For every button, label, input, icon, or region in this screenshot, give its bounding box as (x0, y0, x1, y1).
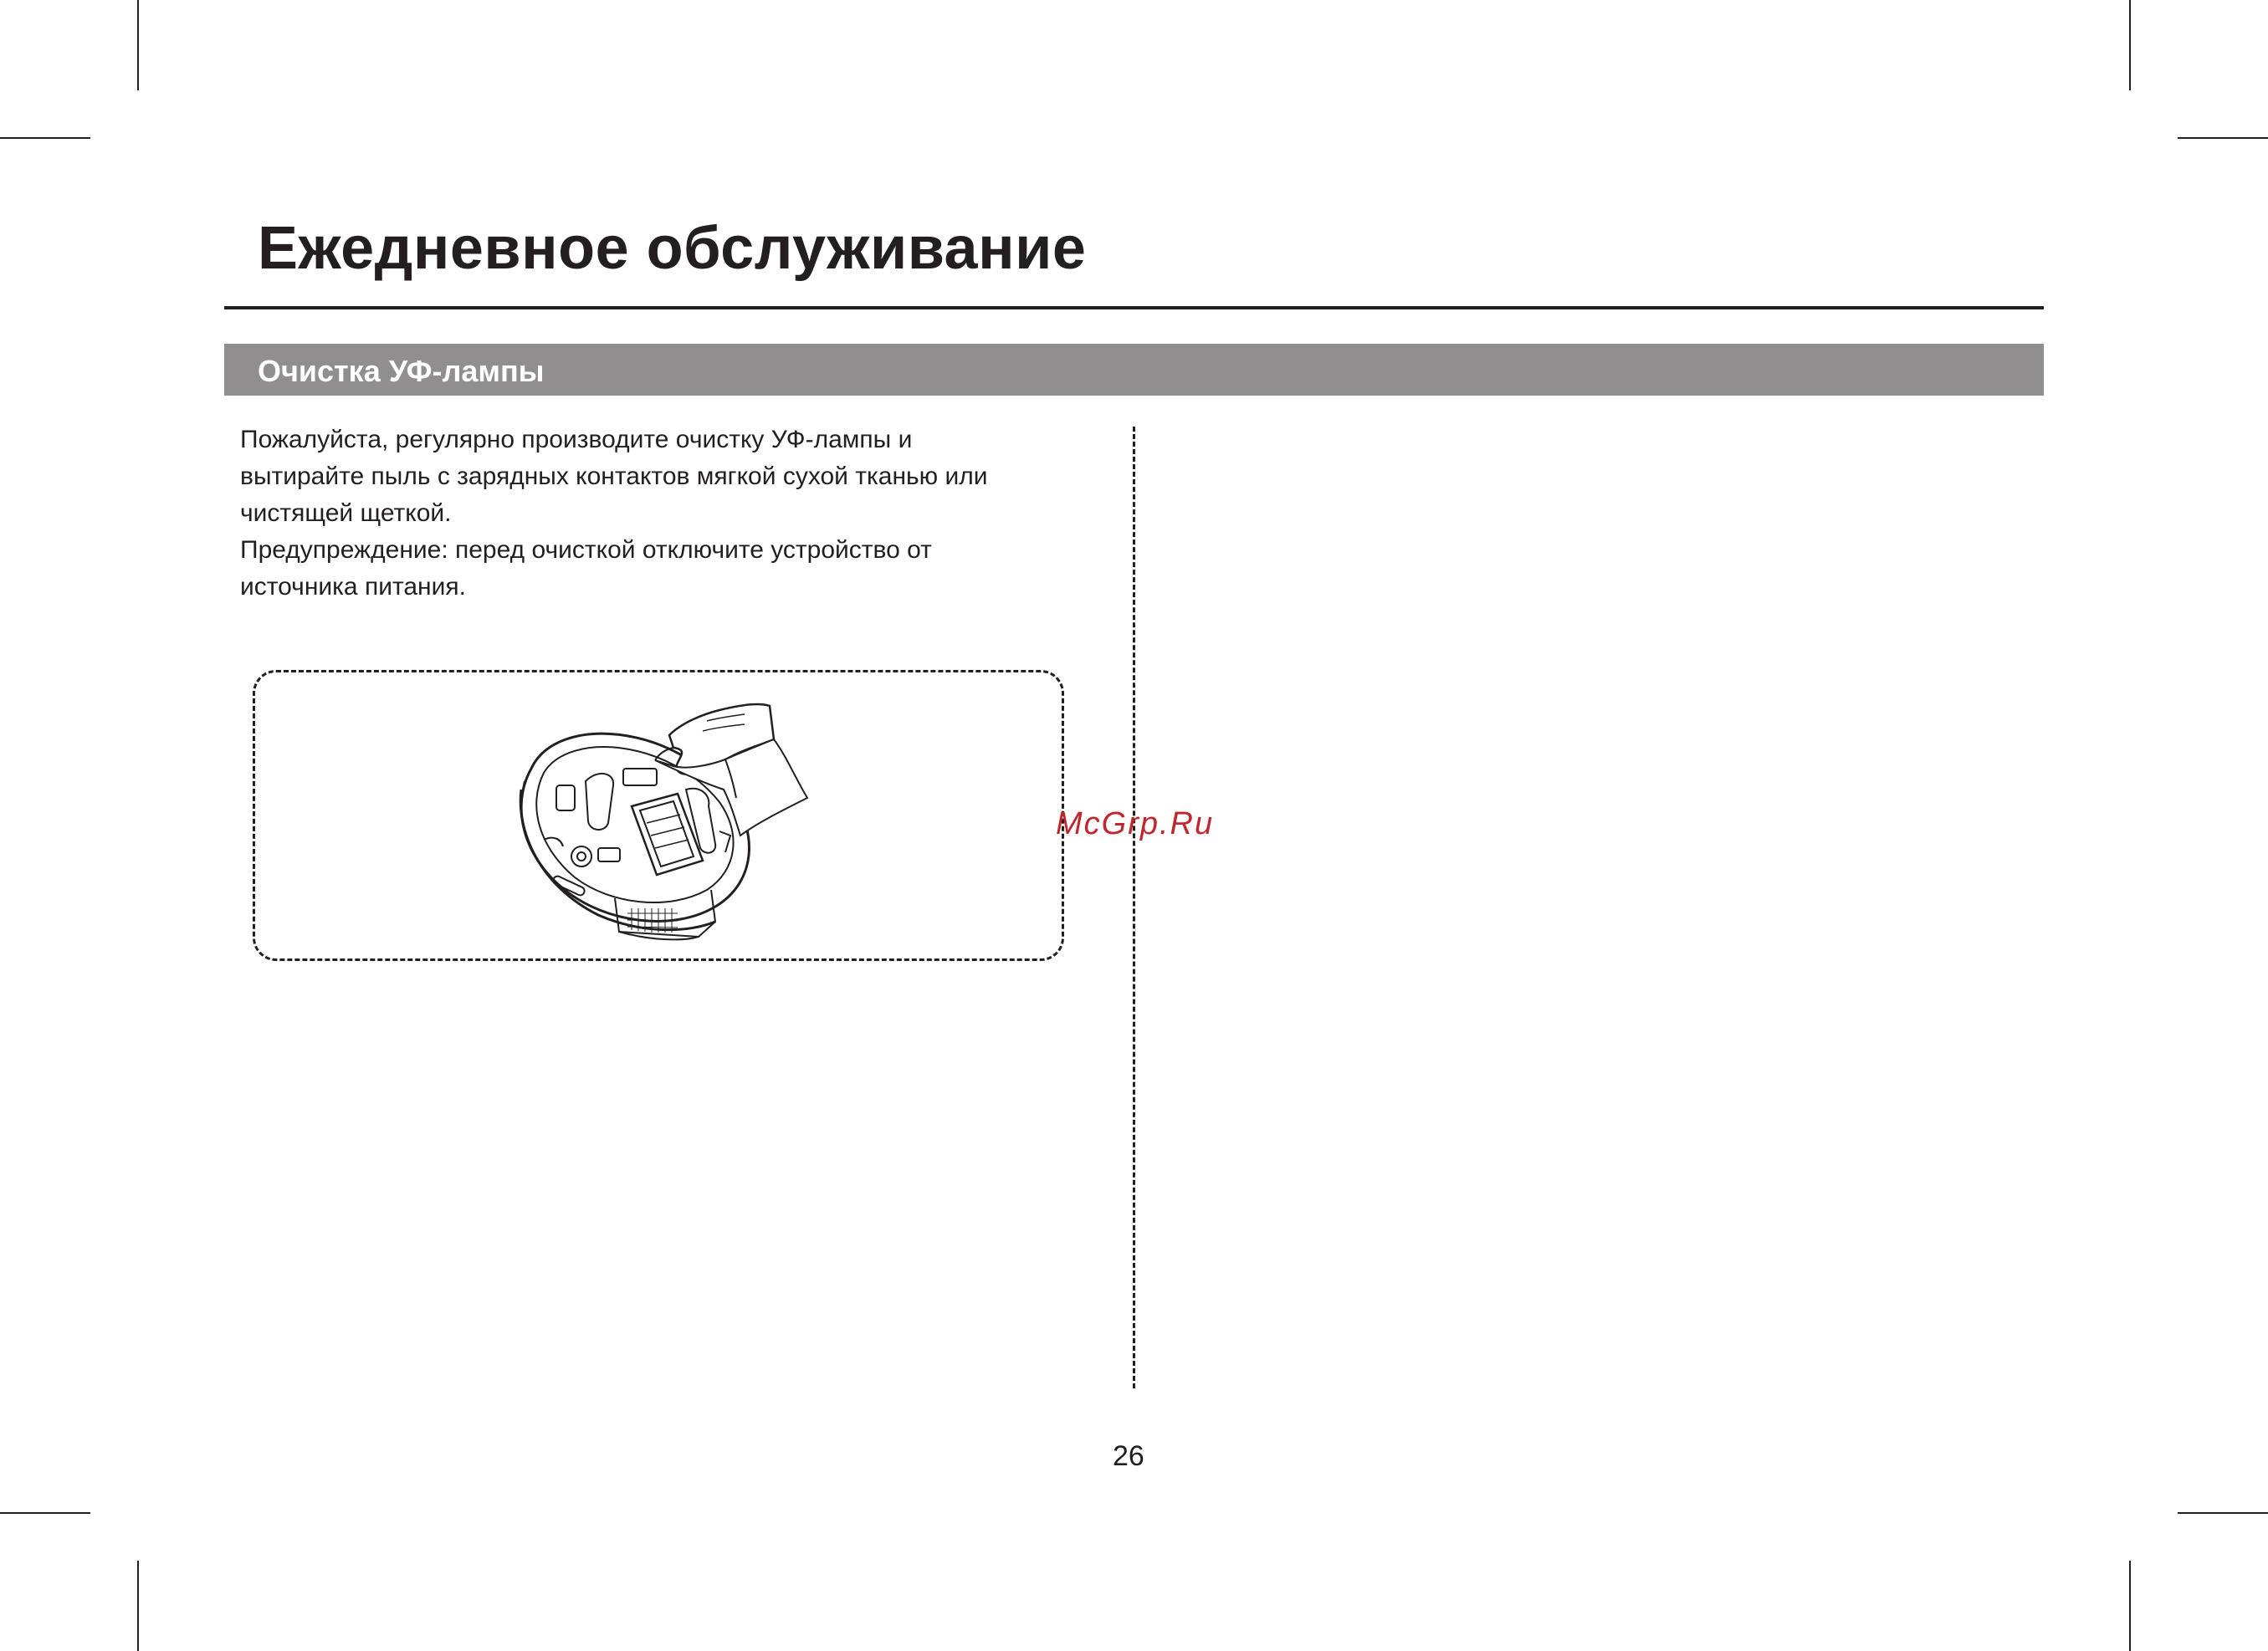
body-line: чистящей щеткой. (240, 499, 452, 527)
crop-mark (137, 1561, 139, 1651)
crop-mark (2178, 1512, 2268, 1514)
page-title: Ежедневное обслуживание (258, 215, 1087, 282)
figure-frame (253, 670, 1064, 961)
page-number: 26 (1113, 1440, 1144, 1472)
title-rule (224, 306, 2044, 309)
robot-vacuum-cleaning-icon (506, 689, 824, 948)
column-divider (1133, 427, 1135, 1388)
section-header-bar (224, 344, 2044, 396)
crop-mark (2178, 137, 2268, 139)
crop-mark (137, 0, 139, 90)
crop-mark (0, 1512, 90, 1514)
warning-line: источника питания. (240, 573, 466, 601)
body-line: вытирайте пыль с зарядных контактов мягкой сухой тканью или (240, 463, 988, 490)
crop-mark (2129, 1561, 2131, 1651)
warning-line: Предупреждение: перед очисткой отключите устройство от (240, 536, 932, 564)
body-text (240, 422, 1077, 606)
section-title: Очистка УФ-лампы (258, 354, 545, 388)
watermark-text: McGrp.Ru (1056, 806, 1215, 841)
body-line: Пожалуйста, регулярно производите очистку УФ-лампы и (240, 426, 913, 453)
crop-mark (0, 137, 90, 139)
crop-mark (2129, 0, 2131, 90)
